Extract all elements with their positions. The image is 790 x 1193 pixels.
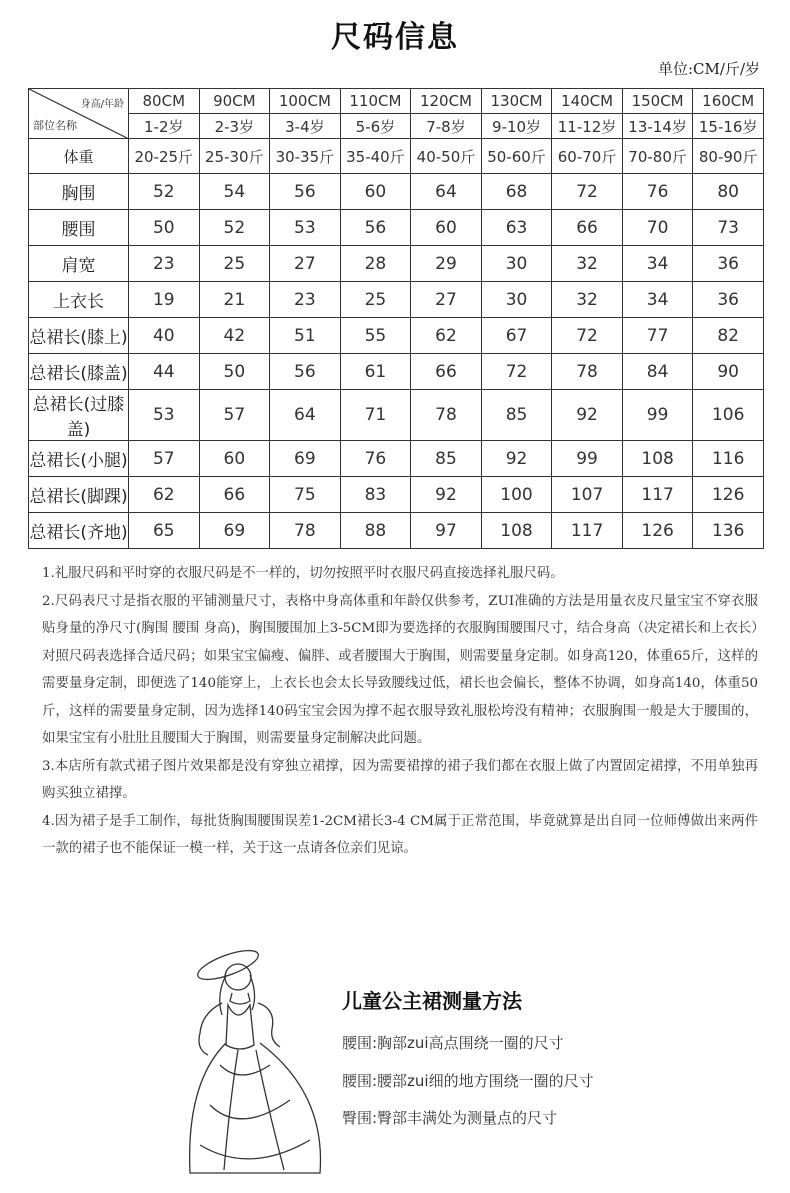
table-cell: 56: [270, 174, 341, 210]
unit-label: 单位:CM/斤/岁: [658, 60, 760, 78]
table-cell: 35-40斤: [340, 139, 411, 174]
table-cell: 92: [411, 477, 482, 513]
table-row: [29, 318, 764, 354]
table-cell: 90: [693, 354, 764, 390]
table-cell: 25: [199, 246, 270, 282]
row-label: 胸围: [29, 174, 129, 210]
corner-top-label: 身高/年龄: [80, 99, 124, 110]
height-header: 160CM: [693, 89, 764, 114]
table-cell: 34: [622, 282, 693, 318]
table-cell: 55: [340, 318, 411, 354]
table-cell: 53: [270, 210, 341, 246]
table-cell: 36: [693, 246, 764, 282]
table-cell: 57: [199, 390, 270, 441]
row-label: 腰围: [29, 210, 129, 246]
table-cell: 27: [411, 282, 482, 318]
row-label: 总裙长(脚踝): [29, 477, 129, 513]
table-cell: 50: [129, 210, 200, 246]
table-cell: 76: [340, 441, 411, 477]
table-row: [29, 477, 764, 513]
table-cell: 23: [129, 246, 200, 282]
table-cell: 62: [129, 477, 200, 513]
age-header: 11-12岁: [552, 114, 623, 139]
table-cell: 61: [340, 354, 411, 390]
table-cell: 116: [693, 441, 764, 477]
table-cell: 106: [693, 390, 764, 441]
table-cell: 78: [552, 354, 623, 390]
table-cell: 72: [552, 318, 623, 354]
table-cell: 97: [411, 513, 482, 549]
table-cell: 53: [129, 390, 200, 441]
age-header: 9-10岁: [481, 114, 552, 139]
table-cell: 60: [340, 174, 411, 210]
table-cell: 76: [622, 174, 693, 210]
row-label: 总裙长(过膝盖): [29, 390, 129, 441]
table-cell: 78: [270, 513, 341, 549]
height-header: 150CM: [622, 89, 693, 114]
age-header: 15-16岁: [693, 114, 764, 139]
height-row: [29, 89, 764, 114]
table-cell: 83: [340, 477, 411, 513]
height-header: 130CM: [481, 89, 552, 114]
table-cell: 20-25斤: [129, 139, 200, 174]
corner-cell: [29, 89, 129, 139]
table-cell: 99: [622, 390, 693, 441]
measure-line-bust: 腰围:胸部zui高点围绕一圈的尺寸: [342, 1034, 564, 1052]
table-cell: 65: [129, 513, 200, 549]
age-header: 2-3岁: [199, 114, 270, 139]
age-header: 1-2岁: [129, 114, 200, 139]
table-cell: 32: [552, 282, 623, 318]
table-cell: 66: [199, 477, 270, 513]
table-row: [29, 354, 764, 390]
table-cell: 108: [481, 513, 552, 549]
table-cell: 84: [622, 354, 693, 390]
table-cell: 25-30斤: [199, 139, 270, 174]
row-label: 总裙长(齐地): [29, 513, 129, 549]
table-cell: 82: [693, 318, 764, 354]
table-cell: 126: [693, 477, 764, 513]
table-cell: 75: [270, 477, 341, 513]
row-label: 上衣长: [29, 282, 129, 318]
table-cell: 67: [481, 318, 552, 354]
table-cell: 25: [340, 282, 411, 318]
table-cell: 51: [270, 318, 341, 354]
page-title: 尺码信息: [331, 20, 459, 55]
age-header: 13-14岁: [622, 114, 693, 139]
age-row: [29, 114, 764, 139]
note-4: 4.因为裙子是手工制作，每批货胸围腰围误差1-2CM裙长3-4 CM属于正常范围，毕竟就算是出自同一位师傅做出来两件一款的裙子也不能保证一模一样，关于这一点请各位亲们见谅。: [42, 813, 758, 856]
table-cell: 44: [129, 354, 200, 390]
table-row: [29, 210, 764, 246]
table-cell: 80: [693, 174, 764, 210]
table-cell: 88: [340, 513, 411, 549]
table-cell: 30: [481, 282, 552, 318]
table-cell: 70-80斤: [622, 139, 693, 174]
table-cell: 77: [622, 318, 693, 354]
table-cell: 126: [622, 513, 693, 549]
row-label: 体重: [29, 139, 129, 174]
table-cell: 136: [693, 513, 764, 549]
table-cell: 29: [411, 246, 482, 282]
table-cell: 36: [693, 282, 764, 318]
table-row: [29, 246, 764, 282]
row-label: 总裙长(小腿): [29, 441, 129, 477]
table-row: [29, 174, 764, 210]
height-header: 90CM: [199, 89, 270, 114]
table-cell: 70: [622, 210, 693, 246]
table-cell: 80-90斤: [693, 139, 764, 174]
age-header: 7-8岁: [411, 114, 482, 139]
height-header: 140CM: [552, 89, 623, 114]
height-header: 110CM: [340, 89, 411, 114]
table-cell: 30-35斤: [270, 139, 341, 174]
table-cell: 100: [481, 477, 552, 513]
age-header: 5-6岁: [340, 114, 411, 139]
table-cell: 85: [481, 390, 552, 441]
notes: [42, 560, 758, 863]
table-cell: 64: [270, 390, 341, 441]
table-cell: 117: [552, 513, 623, 549]
age-header: 3-4岁: [270, 114, 341, 139]
table-cell: 52: [129, 174, 200, 210]
table-cell: 56: [340, 210, 411, 246]
height-header: 80CM: [129, 89, 200, 114]
table-cell: 57: [129, 441, 200, 477]
note-3: 3.本店所有款式裙子图片效果都是没有穿独立裙撑，因为需要裙撑的裙子我们都在衣服上做了内置固定裙撑，不用单独再购买独立裙撑。: [42, 758, 758, 801]
table-cell: 62: [411, 318, 482, 354]
table-cell: 21: [199, 282, 270, 318]
table-cell: 19: [129, 282, 200, 318]
table-cell: 50: [199, 354, 270, 390]
table-cell: 78: [411, 390, 482, 441]
table-cell: 66: [552, 210, 623, 246]
table-cell: 60-70斤: [552, 139, 623, 174]
table-row: [29, 390, 764, 441]
table-cell: 34: [622, 246, 693, 282]
table-cell: 69: [199, 513, 270, 549]
table-cell: 54: [199, 174, 270, 210]
princess-illustration: [180, 935, 340, 1185]
table-row: [29, 513, 764, 549]
measure-title: 儿童公主裙测量方法: [342, 989, 522, 1013]
table-row: [29, 441, 764, 477]
height-header: 100CM: [270, 89, 341, 114]
table-cell: 63: [481, 210, 552, 246]
table-cell: 72: [552, 174, 623, 210]
table-cell: 69: [270, 441, 341, 477]
note-2: 2.尺码表尺寸是指衣服的平铺测量尺寸，表格中身高体重和年龄仅供参考，ZUI准确的方法是用量衣皮尺量宝宝不穿衣服贴身量的净尺寸(胸围 腰围 身高)，胸围腰围加上3-5CM即为要选择的衣服胸围腰围尺寸，结合身高（决定裙长和上衣长）对照尺码表选择合适尺码；如果宝宝偏瘦、偏胖、或者腰围大于胸围，则需要量身定制。如身高120，体重65斤，这样的需要量身定制，即便选了140能穿上，上衣长也会太长导致腰线过低，裙长也会偏长，整体不协调，如身高140，体重50斤，这样的需要量身定制，因为选择140码宝宝会因为撑不起衣服导致礼服松垮没有精神；衣服胸围一般是大于腰围的，如果宝宝有小肚肚且腰围大于胸围，则需要量身定制解决此问题。: [42, 593, 758, 746]
table-cell: 28: [340, 246, 411, 282]
table-cell: 108: [622, 441, 693, 477]
table-cell: 40: [129, 318, 200, 354]
table-cell: 99: [552, 441, 623, 477]
table-cell: 64: [411, 174, 482, 210]
row-label: 肩宽: [29, 246, 129, 282]
table-cell: 117: [622, 477, 693, 513]
table-cell: 23: [270, 282, 341, 318]
table-row: [29, 139, 764, 174]
row-label: 总裙长(膝盖): [29, 354, 129, 390]
table-cell: 85: [411, 441, 482, 477]
note-1: 1.礼服尺码和平时穿的衣服尺码是不一样的，切勿按照平时衣服尺码直接选择礼服尺码。: [42, 566, 564, 581]
table-cell: 32: [552, 246, 623, 282]
table-cell: 60: [411, 210, 482, 246]
table-cell: 30: [481, 246, 552, 282]
row-label: 总裙长(膝上): [29, 318, 129, 354]
table-cell: 66: [411, 354, 482, 390]
table-cell: 92: [552, 390, 623, 441]
height-header: 120CM: [411, 89, 482, 114]
table-cell: 52: [199, 210, 270, 246]
table-cell: 60: [199, 441, 270, 477]
measure-line-hip: 臀围:臀部丰满处为测量点的尺寸: [342, 1109, 558, 1127]
size-table: [28, 88, 764, 549]
table-cell: 42: [199, 318, 270, 354]
table-cell: 107: [552, 477, 623, 513]
measure-line-waist: 腰围:腰部zui细的地方围绕一圈的尺寸: [342, 1072, 594, 1090]
table-cell: 68: [481, 174, 552, 210]
table-cell: 56: [270, 354, 341, 390]
table-cell: 71: [340, 390, 411, 441]
table-cell: 92: [481, 441, 552, 477]
table-cell: 50-60斤: [481, 139, 552, 174]
table-cell: 27: [270, 246, 341, 282]
table-cell: 72: [481, 354, 552, 390]
corner-bottom-label: 部位名称: [33, 119, 77, 132]
table-row: [29, 282, 764, 318]
table-cell: 73: [693, 210, 764, 246]
table-cell: 40-50斤: [411, 139, 482, 174]
